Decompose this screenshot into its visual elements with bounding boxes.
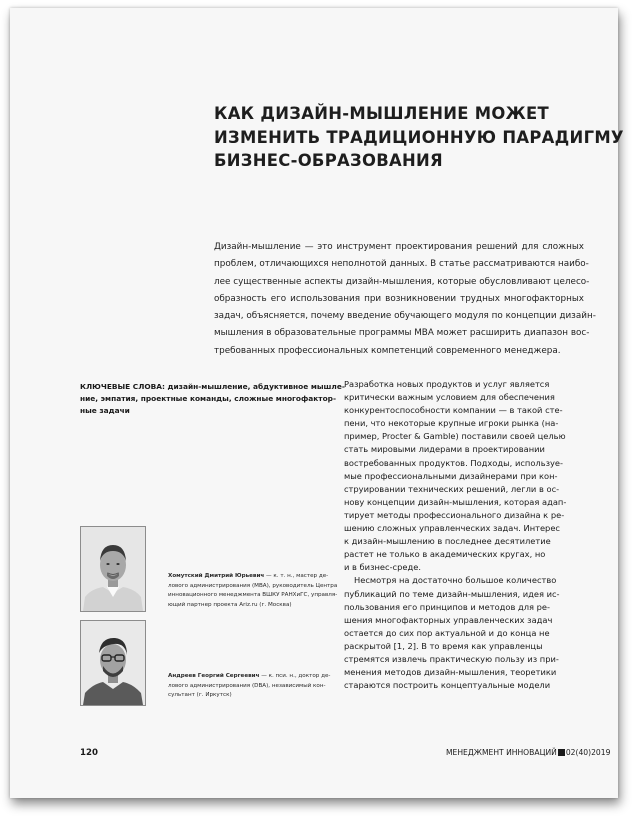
- journal-name: МЕНЕДЖМЕНТ ИННОВАЦИЙ: [446, 748, 557, 757]
- body-line: востребованных продуктов. Подходы, используе-: [344, 457, 564, 468]
- square-separator-icon: [558, 749, 565, 756]
- author-info-andreev: [168, 672, 331, 701]
- body-line: пользования его принципов и методов для ре-: [344, 601, 551, 612]
- author-photo-andreev: [80, 620, 146, 706]
- title-line: ИЗМЕНИТЬ ТРАДИЦИОННУЮ ПАРАДИГМУ: [214, 127, 624, 147]
- author-bio-line: — к. пси. н., доктор де-: [259, 673, 331, 679]
- body-line: менения методов дизайн-мышления, теоретики: [344, 667, 557, 678]
- author-bio-line: инновационного менеджмента ВШКУ РАНХиГС, управля-: [168, 592, 338, 599]
- abstract-line: Дизайн-мышление — это инструмент проектирования решений для сложных: [214, 242, 584, 252]
- abstract-line: требованных профессиональных компетенций современного менеджера.: [214, 345, 561, 356]
- author-bio-line: — к. т. н., мастер де-: [264, 573, 329, 579]
- body-line: критически важным условием для обеспечения: [344, 392, 555, 403]
- keywords-line: ние, эмпатия, проектные команды, сложные многофактор-: [80, 393, 337, 403]
- author-bio-line: лового администрирования (MBA), руководитель Центра: [168, 582, 338, 589]
- body-line: конкурентоспособности компании — в такой сте-: [344, 405, 563, 416]
- author-info-khomutsky: [168, 572, 338, 610]
- title-line: БИЗНЕС-ОБРАЗОВАНИЯ: [214, 151, 443, 170]
- article-abstract: [214, 239, 596, 360]
- author-bio-line: ющий партнер проекта Ariz.ru (г. Москва): [168, 601, 292, 608]
- body-line: мые профессиональными дизайнерами при кон-: [344, 470, 558, 481]
- page-number: 120: [80, 748, 98, 758]
- title-line: КАК ДИЗАЙН-МЫШЛЕНИЕ МОЖЕТ: [214, 104, 549, 123]
- keywords-line: ные задачи: [80, 405, 130, 415]
- body-line: пример, Procter & Gamble) поставили своей целью: [344, 431, 566, 442]
- body-line: пени, что некоторые крупные игроки рынка (на-: [344, 418, 559, 429]
- body-line: к дизайн-мышлению в последнее десятилетие: [344, 536, 551, 547]
- article-body: [344, 378, 594, 692]
- body-line: струировании технических решений, легли в ос-: [344, 483, 560, 494]
- abstract-line: задач, объясняется, почему введение обучающего модуля по концепции дизайн-: [214, 311, 596, 322]
- keywords-line: КЛЮЧЕВЫЕ СЛОВА: дизайн-мышление, абдуктивное мышле-: [80, 382, 345, 391]
- body-line: растет не только в академических кругах, но: [344, 549, 546, 560]
- abstract-line: мышления в образовательные программы MBA может расширить диапазон вос-: [214, 328, 590, 339]
- body-line: Разработка новых продуктов и услуг является: [344, 379, 550, 389]
- body-line: шения многофакторных управленческих задач: [344, 614, 553, 625]
- body-line: нову концепции дизайн-мышления, которая адап-: [344, 496, 567, 507]
- journal-footer: [446, 748, 610, 757]
- body-line: стараются построить концептуальные модели: [344, 680, 551, 691]
- body-line: и в бизнес-среде.: [344, 562, 421, 573]
- body-line: Несмотря на достаточно большое количество: [354, 575, 557, 586]
- keywords-block: [80, 381, 345, 416]
- body-line: стремятся извлечь практическую пользу из при-: [344, 653, 559, 664]
- journal-issue: 02(40)2019: [565, 748, 611, 757]
- abstract-line: проблем, отличающихся неполнотой данных. В статье рассматриваются наибо-: [214, 259, 589, 270]
- body-line: публикаций по теме дизайн-мышления, идея ис-: [344, 588, 560, 599]
- abstract-line: образность его использования при возникновении трудных многофакторных: [214, 293, 584, 304]
- body-line: шению сложных управленческих задач. Интерес: [344, 523, 560, 534]
- author-photo-khomutsky: [80, 526, 146, 612]
- portrait-image: [81, 527, 145, 611]
- article-title: [214, 102, 624, 173]
- author-name: Хомутский Дмитрий Юрьевич: [168, 573, 265, 579]
- body-line: тирует методы профессионального дизайна к ре-: [344, 509, 565, 520]
- body-line: раскрытой [1, 2]. В то время как управленцы: [344, 640, 543, 651]
- author-bio-line: сультант (г. Иркутск): [168, 692, 232, 699]
- body-line: стать мировыми лидерами в проектировании: [344, 444, 545, 455]
- body-line: остается до сих пор актуальной и до конца не: [344, 627, 550, 638]
- author-bio-line: лового администрирования (DBA), независимый кон-: [168, 682, 326, 689]
- abstract-line: лее существенные аспекты дизайн-мышления, которые обусловливают целесо-: [214, 276, 590, 287]
- portrait-image: [81, 621, 145, 705]
- author-name: Андреев Георгий Сергеевич: [168, 673, 260, 679]
